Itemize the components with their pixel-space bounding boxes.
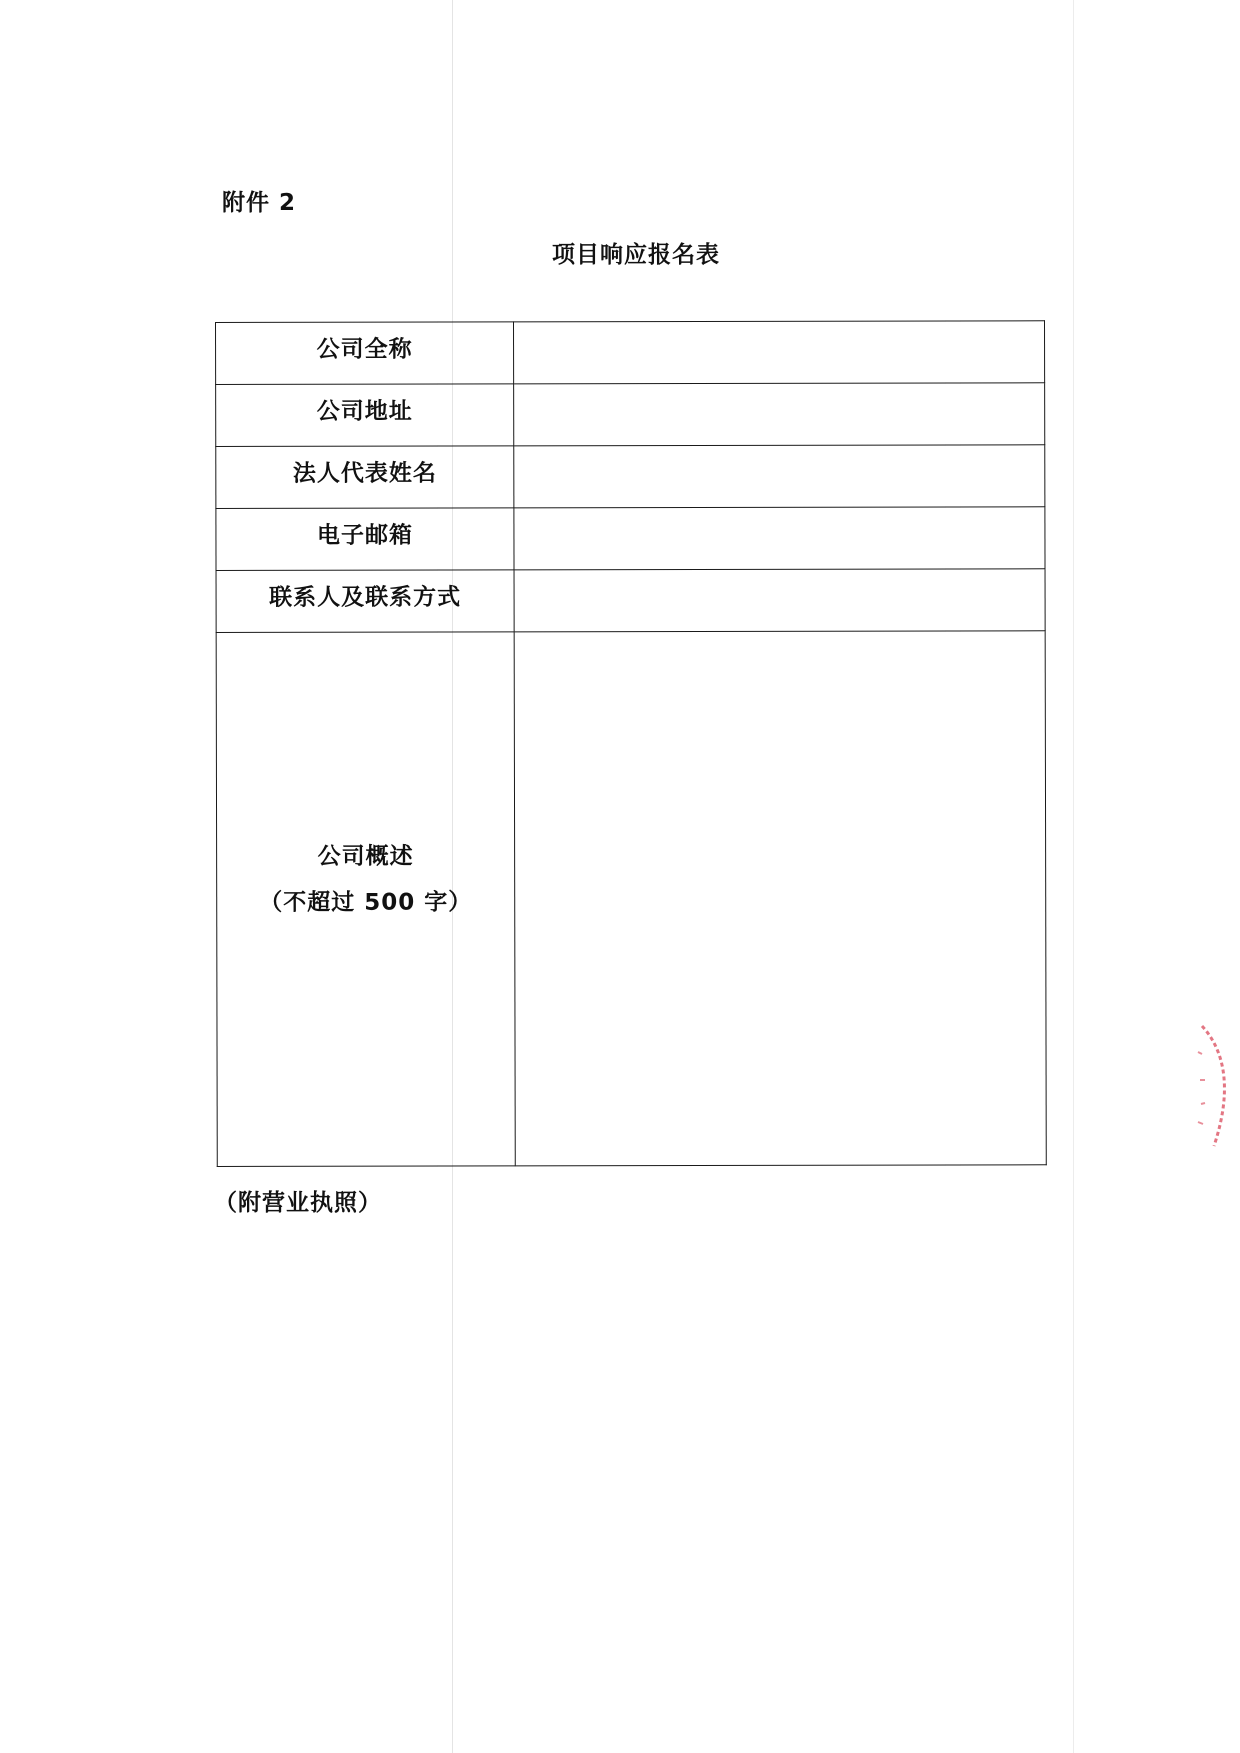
business-license-note: （附营业执照） [214, 1190, 382, 1216]
form-row-company-name [216, 321, 1045, 385]
registration-form-table [215, 320, 1047, 1167]
field-label-cell [216, 446, 514, 509]
email-label: 电子邮箱 [316, 522, 413, 549]
form-row-email [216, 507, 1045, 571]
company-overview-label [217, 833, 514, 926]
red-seal-fragment [1196, 1022, 1236, 1152]
company-overview-label-title: 公司概述 [317, 843, 414, 870]
company-address-field[interactable] [514, 383, 1045, 446]
field-label-cell [216, 570, 514, 633]
form-title: 项目响应报名表 [552, 242, 720, 268]
legal-representative-field[interactable] [514, 445, 1045, 508]
form-row-company-overview [216, 631, 1046, 1167]
form-row-company-address [216, 383, 1045, 447]
attachment-label: 附件 2 [222, 190, 297, 216]
field-label-cell [216, 508, 514, 571]
company-overview-label-limit: （不超过 500 字） [259, 888, 473, 916]
legal-representative-label: 法人代表姓名 [292, 460, 437, 487]
company-address-label: 公司地址 [316, 398, 413, 425]
form-row-legal-representative [216, 445, 1045, 509]
email-field[interactable] [514, 507, 1045, 570]
field-label-cell [216, 384, 514, 447]
form-row-contact [216, 569, 1045, 633]
contact-field[interactable] [514, 569, 1045, 632]
field-label-cell [216, 632, 515, 1167]
company-overview-field[interactable] [514, 631, 1046, 1166]
contact-label: 联系人及联系方式 [269, 584, 462, 611]
company-name-label: 公司全称 [316, 336, 413, 363]
company-name-field[interactable] [514, 321, 1045, 384]
field-label-cell [216, 322, 514, 385]
